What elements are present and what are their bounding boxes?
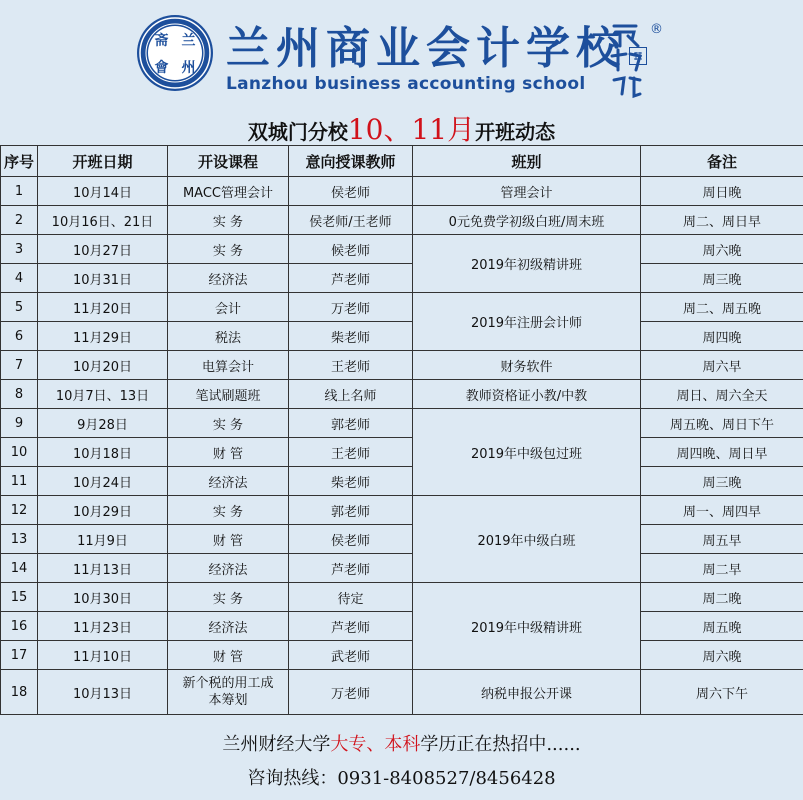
cell-no: 17 (1, 641, 38, 670)
cell-class: 教师资格证小教/中教 (413, 380, 641, 409)
table-row (1, 177, 803, 206)
seal-char: 會 (154, 59, 169, 76)
cell-date: 10月30日 (38, 583, 168, 612)
seal-char: 斋 (154, 32, 169, 49)
table-row (1, 612, 803, 641)
cell-course: 财 管 (168, 641, 289, 670)
cell-course: MACC管理会计 (168, 177, 289, 206)
cell-teacher: 芦老师 (289, 264, 413, 293)
cell-date: 10月24日 (38, 467, 168, 496)
subtitle-prefix: 双城门分校 (247, 120, 348, 144)
table-row (1, 322, 803, 351)
cell-no: 10 (1, 438, 38, 467)
cell-course: 会计 (168, 293, 289, 322)
cell-note: 周四晚 (641, 322, 803, 351)
header (0, 0, 803, 110)
cell-course: 实 务 (168, 206, 289, 235)
cell-teacher: 芦老师 (289, 612, 413, 641)
cell-class: 纳税申报公开课 (413, 670, 641, 715)
header-note: 备注 (641, 146, 803, 177)
cell-date: 10月7日、13日 (38, 380, 168, 409)
cell-date: 10月27日 (38, 235, 168, 264)
cell-date: 11月13日 (38, 554, 168, 583)
cell-no: 1 (1, 177, 38, 206)
cell-note: 周一、周四早 (641, 496, 803, 525)
cell-no: 15 (1, 583, 38, 612)
cell-course: 财 管 (168, 438, 289, 467)
cell-class: 2019年初级精讲班 (413, 235, 641, 293)
cell-teacher: 武老师 (289, 641, 413, 670)
table-row (1, 467, 803, 496)
cell-teacher: 候老师 (289, 235, 413, 264)
cell-course: 实 务 (168, 235, 289, 264)
cell-course: 实 务 (168, 409, 289, 438)
cell-note: 周六下午 (641, 670, 803, 715)
cell-teacher: 侯老师 (289, 177, 413, 206)
cell-no: 8 (1, 380, 38, 409)
cell-teacher: 待定 (289, 583, 413, 612)
cell-course: 经济法 (168, 612, 289, 641)
cell-note: 周六晚 (641, 235, 803, 264)
notice-separator: 、 (366, 734, 385, 755)
notice-suffix: 学历正在热招中...... (420, 734, 581, 755)
cell-date: 10月20日 (38, 351, 168, 380)
school-seal-logo (137, 15, 213, 91)
cell-note: 周二、周日早 (641, 206, 803, 235)
cell-date: 10月18日 (38, 438, 168, 467)
cell-no: 4 (1, 264, 38, 293)
notice-highlight-2: 本科 (384, 734, 421, 755)
registered-mark: ® (650, 22, 663, 37)
table-row (1, 351, 803, 380)
cell-note: 周二早 (641, 554, 803, 583)
cell-no: 13 (1, 525, 38, 554)
cell-class: 2019年注册会计师 (413, 293, 641, 351)
cell-class: 管理会计 (413, 177, 641, 206)
notice-highlight-1: 大专 (330, 734, 367, 755)
cell-course: 实 务 (168, 496, 289, 525)
cell-no: 6 (1, 322, 38, 351)
cell-teacher: 柴老师 (289, 467, 413, 496)
table-row (1, 293, 803, 322)
cell-note: 周日晚 (641, 177, 803, 206)
cell-note: 周二晚 (641, 583, 803, 612)
schedule-table (0, 145, 803, 715)
table-row (1, 496, 803, 525)
table-row (1, 380, 803, 409)
cell-class: 2019年中级精讲班 (413, 583, 641, 670)
cell-note: 周五晚、周日下午 (641, 409, 803, 438)
cell-date: 10月14日 (38, 177, 168, 206)
cell-date: 11月20日 (38, 293, 168, 322)
cell-no: 9 (1, 409, 38, 438)
cell-course: 税法 (168, 322, 289, 351)
cell-note: 周日、周六全天 (641, 380, 803, 409)
table-row (1, 583, 803, 612)
cell-course: 经济法 (168, 554, 289, 583)
cell-no: 14 (1, 554, 38, 583)
hotline-text: 咨询热线：0931-8408527/8456428 (247, 768, 556, 789)
recruitment-notice (0, 730, 803, 756)
cell-date: 10月29日 (38, 496, 168, 525)
cell-course: 实 务 (168, 583, 289, 612)
cell-no: 11 (1, 467, 38, 496)
school-name-cn: 兰州商业会计学校 (226, 23, 626, 74)
table-row (1, 264, 803, 293)
table-row (1, 670, 803, 715)
cell-teacher: 王老师 (289, 351, 413, 380)
subtitle-suffix: 开班动态 (475, 120, 556, 144)
cell-date: 10月16日、21日 (38, 206, 168, 235)
seal-char: 兰 (181, 32, 196, 49)
cell-teacher: 柴老师 (289, 322, 413, 351)
cell-teacher: 芦老师 (289, 554, 413, 583)
subtitle-highlight: 10、11月 (347, 113, 476, 146)
seal-ring-icon (137, 15, 213, 91)
cell-date: 11月9日 (38, 525, 168, 554)
table-row (1, 206, 803, 235)
header-teacher: 意向授课教师 (289, 146, 413, 177)
cell-no: 18 (1, 670, 38, 715)
cell-teacher: 郭老师 (289, 409, 413, 438)
header-course: 开设课程 (168, 146, 289, 177)
cell-class: 2019年中级包过班 (413, 409, 641, 496)
cell-note: 周六早 (641, 351, 803, 380)
cell-class: 2019年中级白班 (413, 496, 641, 583)
cell-course: 电算会计 (168, 351, 289, 380)
cell-date: 10月13日 (38, 670, 168, 715)
table-row (1, 409, 803, 438)
table-row (1, 438, 803, 467)
cell-no: 7 (1, 351, 38, 380)
table-row (1, 641, 803, 670)
cell-note: 周二、周五晚 (641, 293, 803, 322)
cell-date: 9月28日 (38, 409, 168, 438)
cell-date: 11月29日 (38, 322, 168, 351)
cell-no: 2 (1, 206, 38, 235)
header-date: 开班日期 (38, 146, 168, 177)
cell-date: 11月10日 (38, 641, 168, 670)
cell-no: 16 (1, 612, 38, 641)
cell-note: 周五早 (641, 525, 803, 554)
cell-note: 周四晚、周日早 (641, 438, 803, 467)
cell-note: 周六晚 (641, 641, 803, 670)
cell-course: 财 管 (168, 525, 289, 554)
cell-class: 财务软件 (413, 351, 641, 380)
small-red-stamp (629, 47, 647, 65)
stamp-icon (632, 50, 644, 62)
table-header-row (1, 146, 803, 177)
page-subtitle (0, 108, 803, 148)
cell-date: 10月31日 (38, 264, 168, 293)
cell-teacher: 万老师 (289, 293, 413, 322)
notice-prefix: 兰州财经大学 (222, 734, 331, 755)
cell-no: 12 (1, 496, 38, 525)
school-name-en: Lanzhou business accounting school (226, 74, 586, 94)
cell-teacher: 王老师 (289, 438, 413, 467)
cell-no: 3 (1, 235, 38, 264)
cell-course: 经济法 (168, 264, 289, 293)
table-row (1, 235, 803, 264)
cell-teacher: 侯老师 (289, 525, 413, 554)
table-row (1, 554, 803, 583)
cell-date: 11月23日 (38, 612, 168, 641)
cell-note: 周三晚 (641, 264, 803, 293)
cell-teacher: 线上名师 (289, 380, 413, 409)
cell-note: 周三晚 (641, 467, 803, 496)
cell-course: 笔试刷题班 (168, 380, 289, 409)
cell-note: 周五晚 (641, 612, 803, 641)
table-row (1, 525, 803, 554)
cell-course: 经济法 (168, 467, 289, 496)
header-no: 序号 (1, 146, 38, 177)
cell-teacher: 郭老师 (289, 496, 413, 525)
seal-char: 州 (181, 59, 196, 76)
cell-class: 0元免费学初级白班/周末班 (413, 206, 641, 235)
cell-teacher: 万老师 (289, 670, 413, 715)
cell-no: 5 (1, 293, 38, 322)
cell-teacher: 侯老师/王老师 (289, 206, 413, 235)
cell-course: 新个税的用工成本筹划 (168, 670, 289, 715)
header-class: 班别 (413, 146, 641, 177)
